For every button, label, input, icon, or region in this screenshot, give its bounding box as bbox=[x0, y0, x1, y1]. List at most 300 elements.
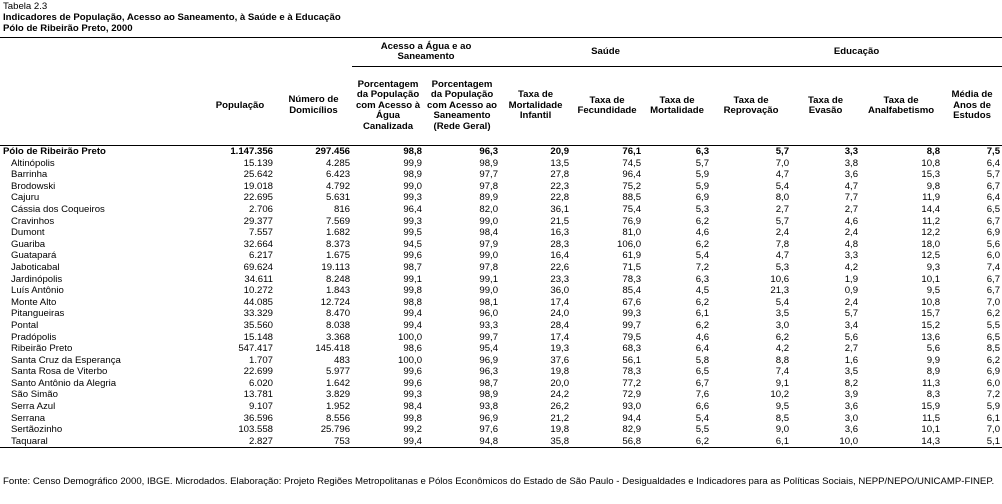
value-cell: 8.556 bbox=[326, 412, 351, 424]
value-cell: 98,6 bbox=[403, 343, 423, 355]
value-cell: 9,0 bbox=[775, 424, 790, 436]
value-cell: 10.272 bbox=[243, 285, 273, 297]
value-cell: 1.675 bbox=[326, 250, 351, 262]
value-cell: 97,8 bbox=[479, 180, 499, 192]
value-cell: 28,4 bbox=[550, 319, 570, 331]
value-cell: 6,2 bbox=[986, 354, 1001, 366]
value-cell: 78,3 bbox=[622, 273, 642, 285]
value-cell: 82,9 bbox=[622, 424, 642, 436]
value-cell: 6,2 bbox=[695, 215, 710, 227]
value-cell: 19,8 bbox=[550, 424, 570, 436]
value-cell: 11,3 bbox=[922, 377, 941, 389]
value-cell: 22.695 bbox=[243, 192, 273, 204]
value-cell: 99,4 bbox=[403, 308, 423, 320]
value-cell: 98,7 bbox=[403, 261, 423, 273]
value-cell: 99,3 bbox=[403, 215, 423, 227]
value-cell: 99,0 bbox=[403, 180, 423, 192]
value-cell: 5,1 bbox=[942, 436, 1002, 448]
value-cell: 9,8 bbox=[926, 180, 941, 192]
column-header-mortalidade: Taxa de Mortalidade bbox=[650, 94, 704, 116]
value-cell: 8.038 bbox=[326, 319, 351, 331]
value-cell: 25.796 bbox=[320, 424, 351, 436]
value-cell: 6,1 bbox=[986, 412, 1001, 424]
value-cell: 7,0 bbox=[986, 296, 1001, 308]
table-row bbox=[0, 239, 1002, 251]
column-header-fecundidade: Taxa de Fecundidade bbox=[577, 94, 637, 116]
value-cell: 9,5 bbox=[926, 285, 941, 297]
value-cell: 1,9 bbox=[844, 273, 859, 285]
value-cell: 6,7 bbox=[986, 215, 1001, 227]
municipio-cell: Pontal bbox=[11, 319, 39, 331]
value-cell: 6,2 bbox=[695, 238, 710, 250]
table-row bbox=[0, 169, 1002, 181]
value-cell: 5,3 bbox=[695, 203, 710, 215]
value-cell: 19.018 bbox=[243, 180, 273, 192]
value-cell: 12,2 bbox=[921, 227, 941, 239]
value-cell: 17,4 bbox=[550, 331, 570, 343]
value-cell: 99,7 bbox=[622, 319, 642, 331]
value-cell: 79,5 bbox=[622, 331, 642, 343]
value-cell: 6,3 bbox=[695, 146, 710, 157]
value-cell: 37,6 bbox=[550, 354, 570, 366]
value-cell: 15,7 bbox=[921, 308, 941, 320]
value-cell: 88,5 bbox=[622, 192, 642, 204]
municipio-cell: Serra Azul bbox=[11, 401, 56, 413]
value-cell: 97,7 bbox=[479, 169, 499, 181]
value-cell: 6,2 bbox=[775, 331, 790, 343]
value-cell: 4,6 bbox=[695, 227, 710, 239]
municipio-cell: Jaboticabal bbox=[11, 261, 60, 273]
municipio-cell: Serrana bbox=[11, 412, 46, 424]
value-cell: 6,1 bbox=[695, 308, 710, 320]
value-cell: 98,8 bbox=[403, 296, 423, 308]
value-cell: 36,0 bbox=[550, 285, 570, 297]
value-cell: 5,9 bbox=[986, 401, 1001, 413]
value-cell: 99,4 bbox=[403, 319, 423, 331]
value-cell: 22.699 bbox=[243, 366, 273, 378]
value-cell: 98,4 bbox=[403, 401, 423, 413]
municipio-cell: Dumont bbox=[11, 227, 45, 239]
value-cell: 10,8 bbox=[921, 157, 941, 169]
value-cell: 11,5 bbox=[922, 412, 941, 424]
value-cell: 99,0 bbox=[479, 250, 499, 262]
table-row bbox=[0, 181, 1002, 193]
value-cell: 97,8 bbox=[479, 261, 499, 273]
table-row bbox=[0, 216, 1002, 228]
value-cell: 99,9 bbox=[403, 157, 423, 169]
value-cell: 20,0 bbox=[550, 377, 570, 389]
value-cell: 99,2 bbox=[403, 424, 423, 436]
value-cell: 4,5 bbox=[695, 285, 710, 297]
value-cell: 8.470 bbox=[326, 308, 351, 320]
value-cell: 8,8 bbox=[775, 354, 790, 366]
municipio-cell: Cássia dos Coqueiros bbox=[11, 203, 105, 215]
value-cell: 9,3 bbox=[926, 261, 941, 273]
value-cell: 10,8 bbox=[921, 296, 941, 308]
value-cell: 29.377 bbox=[243, 215, 273, 227]
value-cell: 5,6 bbox=[926, 343, 941, 355]
column-header-reprovacao: Taxa de Reprovação bbox=[723, 94, 779, 116]
value-cell: 7,7 bbox=[844, 192, 859, 204]
table-row bbox=[0, 274, 1002, 286]
value-cell: 1.682 bbox=[326, 227, 351, 239]
value-cell: 15,3 bbox=[921, 169, 941, 181]
value-cell: 36.596 bbox=[243, 412, 273, 424]
value-cell: 94,4 bbox=[622, 412, 642, 424]
value-cell: 3,5 bbox=[775, 308, 790, 320]
value-cell: 5,5 bbox=[986, 319, 1001, 331]
value-cell: 5,8 bbox=[695, 354, 710, 366]
value-cell: 76,1 bbox=[622, 146, 642, 157]
value-cell: 98,1 bbox=[479, 296, 499, 308]
value-cell: 2,4 bbox=[844, 227, 859, 239]
municipio-cell: Brodowski bbox=[11, 180, 56, 192]
value-cell: 0,9 bbox=[844, 285, 859, 297]
value-cell: 82,0 bbox=[479, 203, 499, 215]
value-cell: 56,8 bbox=[571, 436, 643, 448]
value-cell: 6.217 bbox=[248, 250, 273, 262]
value-cell: 97,9 bbox=[479, 238, 499, 250]
table-number: Tabela 2.3 bbox=[3, 1, 48, 12]
value-cell: 2,7 bbox=[844, 203, 859, 215]
municipio-cell: Santa Rosa de Viterbo bbox=[11, 366, 108, 378]
value-cell: 483 bbox=[334, 354, 351, 366]
value-cell: 6,9 bbox=[695, 192, 710, 204]
table-heading bbox=[3, 1, 341, 34]
value-cell: 7,0 bbox=[986, 424, 1001, 436]
table-row bbox=[0, 227, 1002, 239]
table-row bbox=[0, 436, 1002, 448]
value-cell: 95,4 bbox=[479, 343, 499, 355]
value-cell: 33.329 bbox=[243, 308, 273, 320]
column-header-mortalidade-infantil: Taxa de Mortalidade Infantil bbox=[508, 89, 563, 122]
value-cell: 6,7 bbox=[986, 285, 1001, 297]
table-row bbox=[0, 401, 1002, 413]
value-cell: 4,8 bbox=[844, 238, 859, 250]
value-cell: 98,9 bbox=[403, 169, 423, 181]
value-cell: 5,7 bbox=[695, 157, 710, 169]
header-spacer bbox=[0, 38, 352, 67]
value-cell: 6,7 bbox=[986, 180, 1001, 192]
municipio-cell: São Simão bbox=[11, 389, 58, 401]
table-row bbox=[0, 250, 1002, 262]
value-cell: 3,9 bbox=[844, 389, 859, 401]
value-cell: 2,7 bbox=[775, 203, 790, 215]
value-cell: 8.373 bbox=[326, 238, 351, 250]
table-body bbox=[0, 146, 1002, 448]
municipio-cell: Barrinha bbox=[11, 169, 48, 181]
value-cell: 98,9 bbox=[479, 157, 499, 169]
value-cell: 67,6 bbox=[622, 296, 642, 308]
value-cell: 99,0 bbox=[479, 285, 499, 297]
value-cell: 753 bbox=[275, 436, 352, 448]
value-cell: 5.631 bbox=[326, 192, 351, 204]
value-cell: 24,0 bbox=[550, 308, 570, 320]
value-cell: 8,2 bbox=[844, 377, 859, 389]
value-cell: 72,9 bbox=[622, 389, 642, 401]
value-cell: 3.368 bbox=[326, 331, 351, 343]
value-cell: 56,1 bbox=[622, 354, 642, 366]
value-cell: 18,0 bbox=[921, 238, 941, 250]
value-cell: 24,2 bbox=[550, 389, 570, 401]
value-cell: 2.706 bbox=[248, 203, 273, 215]
column-header-anos-estudo: Média de Anos de Estudos bbox=[951, 89, 993, 122]
value-cell: 8,9 bbox=[926, 366, 941, 378]
value-cell: 14,4 bbox=[921, 203, 941, 215]
value-cell: 145.418 bbox=[315, 343, 351, 355]
value-cell: 1.642 bbox=[326, 377, 351, 389]
value-cell: 6.020 bbox=[248, 377, 273, 389]
value-cell: 99,6 bbox=[403, 377, 423, 389]
value-cell: 19,8 bbox=[550, 366, 570, 378]
value-cell: 26,2 bbox=[550, 401, 570, 413]
value-cell: 5.977 bbox=[326, 366, 351, 378]
table-row bbox=[0, 389, 1002, 401]
column-header-evasao: Taxa de Evasão bbox=[808, 94, 844, 116]
value-cell: 15.148 bbox=[243, 331, 273, 343]
value-cell: 3,3 bbox=[844, 250, 859, 262]
value-cell: 6,0 bbox=[986, 250, 1001, 262]
value-cell: 4,7 bbox=[775, 169, 790, 181]
value-cell: 21,3 bbox=[770, 285, 790, 297]
value-cell: 6,4 bbox=[986, 157, 1001, 169]
value-cell: 93,0 bbox=[622, 401, 642, 413]
value-cell: 20,9 bbox=[550, 146, 570, 157]
group-header-agua: Acesso a Água e ao Saneamento bbox=[352, 38, 500, 67]
municipio-cell: Sertãozinho bbox=[11, 424, 63, 436]
value-cell: 4,2 bbox=[775, 343, 790, 355]
table-row bbox=[0, 204, 1002, 216]
value-cell: 5,4 bbox=[695, 250, 710, 262]
value-cell: 36,1 bbox=[550, 203, 570, 215]
group-header-educacao: Educação bbox=[711, 38, 1002, 67]
value-cell: 10,0 bbox=[791, 436, 860, 448]
value-cell: 1.147.356 bbox=[230, 146, 273, 157]
value-cell: 5,6 bbox=[844, 331, 859, 343]
value-cell: 74,5 bbox=[622, 157, 642, 169]
table-row bbox=[0, 366, 1002, 378]
value-cell: 93,8 bbox=[479, 401, 499, 413]
value-cell: 22,3 bbox=[550, 180, 570, 192]
value-cell: 99,1 bbox=[479, 273, 499, 285]
value-cell: 23,3 bbox=[550, 273, 570, 285]
value-cell: 17,4 bbox=[550, 296, 570, 308]
municipio-cell: Pradópolis bbox=[11, 331, 57, 343]
value-cell: 75,4 bbox=[622, 203, 642, 215]
value-cell: 106,0 bbox=[617, 238, 642, 250]
value-cell: 27,8 bbox=[550, 169, 570, 181]
value-cell: 7,2 bbox=[986, 389, 1001, 401]
value-cell: 35.560 bbox=[243, 319, 273, 331]
table-row bbox=[0, 332, 1002, 344]
table-row bbox=[0, 343, 1002, 355]
table-row bbox=[0, 285, 1002, 297]
value-cell: 5,9 bbox=[695, 180, 710, 192]
value-cell: 8,3 bbox=[926, 389, 941, 401]
value-cell: 21,5 bbox=[550, 215, 570, 227]
value-cell: 5,7 bbox=[775, 146, 790, 157]
value-cell: 32.664 bbox=[243, 238, 273, 250]
value-cell: 3,8 bbox=[844, 157, 859, 169]
value-cell: 6,4 bbox=[986, 192, 1001, 204]
indicators-table bbox=[0, 37, 1002, 448]
value-cell: 1.843 bbox=[326, 285, 351, 297]
value-cell: 15.139 bbox=[243, 157, 273, 169]
municipio-cell: Jardinópolis bbox=[11, 273, 63, 285]
value-cell: 98,4 bbox=[479, 227, 499, 239]
value-cell: 16,3 bbox=[550, 227, 570, 239]
value-cell: 7,8 bbox=[775, 238, 790, 250]
value-cell: 3.829 bbox=[326, 389, 351, 401]
value-cell: 100,0 bbox=[398, 354, 423, 366]
value-cell: 6,6 bbox=[695, 401, 710, 413]
value-cell: 99,3 bbox=[403, 389, 423, 401]
column-header-agua-canalizada: Porcentagem da População com Acesso à Água Canalizada bbox=[355, 78, 421, 132]
value-cell: 5,4 bbox=[775, 296, 790, 308]
value-cell: 5,4 bbox=[775, 180, 790, 192]
table-row bbox=[0, 262, 1002, 274]
value-cell: 99,8 bbox=[403, 285, 423, 297]
value-cell: 25.642 bbox=[243, 169, 273, 181]
value-cell: 2,7 bbox=[844, 343, 859, 355]
value-cell: 6.423 bbox=[326, 169, 351, 181]
value-cell: 35,8 bbox=[500, 436, 571, 448]
municipio-cell: Taquaral bbox=[0, 436, 205, 448]
value-cell: 4,7 bbox=[844, 180, 859, 192]
value-cell: 7,4 bbox=[986, 261, 1001, 273]
value-cell: 99,6 bbox=[403, 366, 423, 378]
value-cell: 1.952 bbox=[326, 401, 351, 413]
value-cell: 44.085 bbox=[243, 296, 273, 308]
value-cell: 5,7 bbox=[986, 169, 1001, 181]
column-header-municipio bbox=[0, 67, 205, 146]
value-cell: 7.557 bbox=[248, 227, 273, 239]
table-row bbox=[0, 413, 1002, 425]
value-cell: 89,9 bbox=[479, 192, 499, 204]
municipio-cell: Guariba bbox=[11, 238, 46, 250]
value-cell: 61,9 bbox=[622, 250, 642, 262]
value-cell: 8,5 bbox=[775, 412, 790, 424]
table-row bbox=[0, 320, 1002, 332]
value-cell: 22,8 bbox=[550, 192, 570, 204]
value-cell: 81,0 bbox=[622, 227, 642, 239]
municipio-cell: Guatapará bbox=[11, 250, 57, 262]
table-subtitle: Pólo de Ribeirão Preto, 2000 bbox=[3, 23, 133, 34]
value-cell: 816 bbox=[334, 203, 351, 215]
municipio-cell: Luís Antônio bbox=[11, 285, 64, 297]
value-cell: 6,2 bbox=[986, 308, 1001, 320]
value-cell: 3,6 bbox=[844, 401, 859, 413]
value-cell: 3,5 bbox=[844, 366, 859, 378]
value-cell: 96,9 bbox=[479, 412, 499, 424]
municipio-cell: Cravinhos bbox=[11, 215, 55, 227]
value-cell: 4,7 bbox=[775, 250, 790, 262]
value-cell: 4.285 bbox=[326, 157, 351, 169]
value-cell: 6,5 bbox=[986, 203, 1001, 215]
table-row-total bbox=[0, 146, 1002, 158]
value-cell: 10,6 bbox=[770, 273, 790, 285]
value-cell: 6,7 bbox=[986, 273, 1001, 285]
municipio-cell: Pólo de Ribeirão Preto bbox=[3, 146, 106, 157]
value-cell: 3,6 bbox=[844, 169, 859, 181]
municipio-cell: Altinópolis bbox=[11, 157, 55, 169]
table-title: Indicadores de População, Acesso ao Saneamento, à Saúde e à Educação bbox=[3, 12, 341, 23]
value-cell: 5,4 bbox=[695, 412, 710, 424]
value-cell: 5,3 bbox=[775, 261, 790, 273]
value-cell: 6,2 bbox=[643, 436, 711, 448]
value-cell: 547.417 bbox=[238, 343, 273, 355]
value-cell: 98,8 bbox=[403, 146, 423, 157]
value-cell: 6,9 bbox=[986, 366, 1001, 378]
value-cell: 99,5 bbox=[403, 227, 423, 239]
value-cell: 99,3 bbox=[403, 192, 423, 204]
value-cell: 3,0 bbox=[844, 412, 859, 424]
value-cell: 6,2 bbox=[695, 319, 710, 331]
group-header-saude: Saúde bbox=[500, 38, 711, 67]
value-cell: 98,9 bbox=[479, 389, 499, 401]
municipio-cell: Monte Alto bbox=[11, 296, 57, 308]
value-cell: 96,3 bbox=[479, 366, 499, 378]
value-cell: 99,3 bbox=[622, 308, 642, 320]
value-cell: 7,5 bbox=[986, 146, 1001, 157]
value-cell: 76,9 bbox=[622, 215, 642, 227]
value-cell: 7,4 bbox=[775, 366, 790, 378]
table-row bbox=[0, 297, 1002, 309]
value-cell: 3,4 bbox=[844, 319, 859, 331]
value-cell: 9,1 bbox=[775, 377, 790, 389]
value-cell: 14,3 bbox=[860, 436, 942, 448]
column-header-saneamento: Porcentagem da População com Acesso ao Saneamento (Rede Geral) bbox=[427, 78, 498, 132]
value-cell: 5,7 bbox=[844, 308, 859, 320]
value-cell: 6,5 bbox=[695, 366, 710, 378]
value-cell: 71,5 bbox=[622, 261, 642, 273]
value-cell: 8,8 bbox=[926, 146, 941, 157]
value-cell: 99,8 bbox=[403, 412, 423, 424]
value-cell: 69.624 bbox=[243, 261, 273, 273]
value-cell: 99,6 bbox=[403, 250, 423, 262]
municipio-cell: Pitangueiras bbox=[11, 308, 65, 320]
value-cell: 2,4 bbox=[844, 296, 859, 308]
value-cell: 94,8 bbox=[424, 436, 500, 448]
column-header-analfabetismo: Taxa de Analfabetismo bbox=[867, 94, 935, 116]
column-header-domicilios: Número de Domicílios bbox=[288, 94, 339, 116]
value-cell: 8,0 bbox=[775, 192, 790, 204]
value-cell: 5,7 bbox=[775, 215, 790, 227]
value-cell: 78,3 bbox=[622, 366, 642, 378]
value-cell: 68,3 bbox=[622, 343, 642, 355]
value-cell: 11,2 bbox=[922, 215, 941, 227]
value-cell: 6,5 bbox=[986, 331, 1001, 343]
value-cell: 4,6 bbox=[695, 331, 710, 343]
value-cell: 34.611 bbox=[244, 273, 273, 285]
value-cell: 1.707 bbox=[248, 354, 273, 366]
value-cell: 13,5 bbox=[550, 157, 570, 169]
value-cell: 19,3 bbox=[550, 343, 570, 355]
value-cell: 6,1 bbox=[711, 436, 791, 448]
value-cell: 1,6 bbox=[844, 354, 859, 366]
value-cell: 98,7 bbox=[479, 377, 499, 389]
value-cell: 13,6 bbox=[921, 331, 941, 343]
table-row bbox=[0, 378, 1002, 390]
value-cell: 4,2 bbox=[844, 261, 859, 273]
value-cell: 21,2 bbox=[550, 412, 570, 424]
value-cell: 15,2 bbox=[921, 319, 941, 331]
value-cell: 99,0 bbox=[479, 215, 499, 227]
value-cell: 9.107 bbox=[248, 401, 273, 413]
value-cell: 103.558 bbox=[238, 424, 273, 436]
value-cell: 6,0 bbox=[986, 377, 1001, 389]
value-cell: 13.781 bbox=[243, 389, 273, 401]
